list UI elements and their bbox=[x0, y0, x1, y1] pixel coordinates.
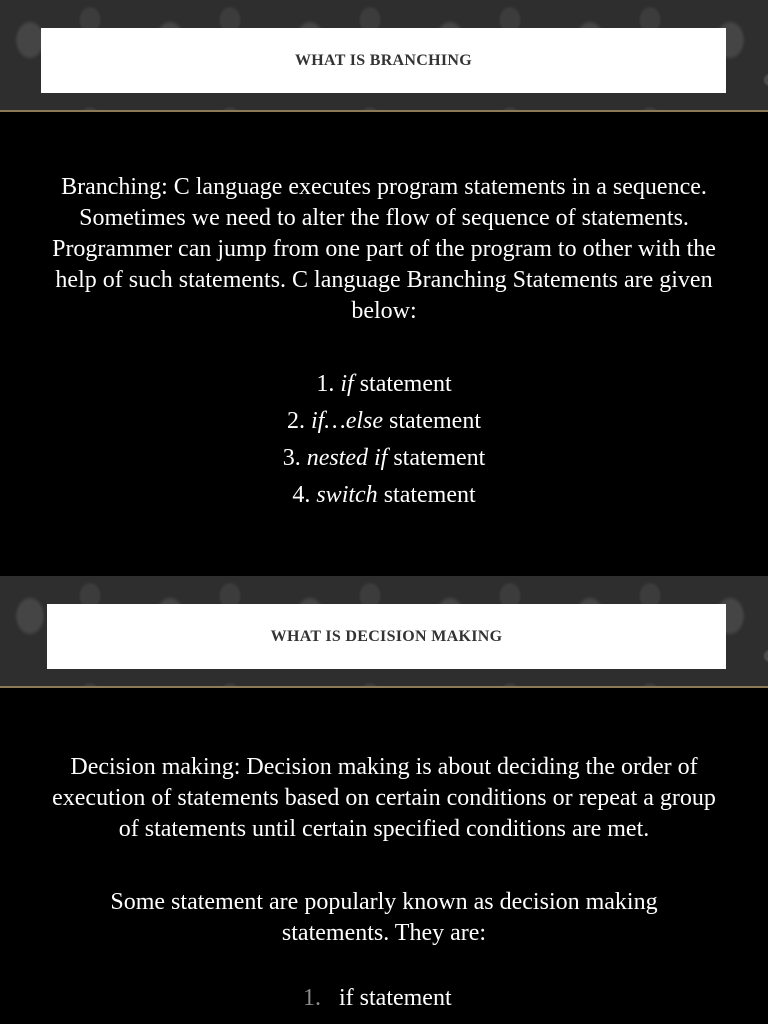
slide1-title: WHAT IS BRANCHING bbox=[295, 51, 472, 69]
list-item: 3. nested if statement bbox=[282, 445, 486, 471]
slide2-body: Decision making: Decision making is about deciding the order of execution of statements based on certain conditions or repeat a group of statements until certain specified conditions are met. bbox=[52, 754, 716, 842]
list-item: 1. if statement bbox=[303, 985, 452, 1011]
slide1-title-box bbox=[41, 28, 726, 93]
slide1-divider bbox=[0, 110, 768, 112]
list-item: 2. if…else statement bbox=[287, 408, 481, 434]
slide2-divider bbox=[0, 686, 768, 688]
slide2-title-box bbox=[47, 604, 726, 669]
slide1-list bbox=[0, 366, 768, 514]
slide2-title: WHAT IS DECISION MAKING bbox=[270, 627, 503, 645]
list-item: 4. switch statement bbox=[292, 482, 476, 508]
slide1-body: Branching: C language executes program statements in a sequence. Sometimes we need to alter the flow of sequence of statements. Programmer can jump from one part of the program to other with the help of such statements. C language Branching Statements are given below: bbox=[52, 174, 716, 324]
slide2-intro: Some statement are popularly known as decision making statements. They are: bbox=[110, 889, 658, 946]
list-item: 1. if statement bbox=[316, 371, 452, 397]
